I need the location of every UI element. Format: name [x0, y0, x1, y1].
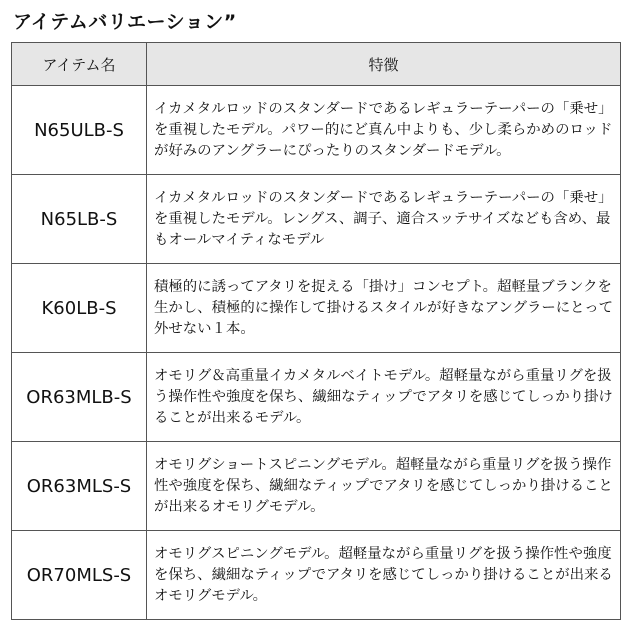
item-name-cell: K60LB-S	[12, 264, 147, 353]
column-header-item-name: アイテム名	[12, 43, 147, 86]
item-feature-cell: オモリグショートスピニングモデル。超軽量ながら重量リグを扱う操作性や強度を保ち、繊細なティップでアタリを感じてしっかり掛けることが出来るオモリグモデル。	[147, 442, 621, 531]
item-name-cell: OR63MLS-S	[12, 442, 147, 531]
table-row	[12, 264, 621, 353]
page-title: アイテムバリエーション”	[13, 11, 237, 33]
table-row	[12, 442, 621, 531]
table-row	[12, 531, 621, 620]
item-name-cell: N65ULB-S	[12, 86, 147, 175]
table-row	[12, 175, 621, 264]
item-feature-cell: イカメタルロッドのスタンダードであるレギュラーテーパーの「乗せ」を重視したモデル。パワー的にど真ん中よりも、少し柔らかめのロッドが好みのアングラーにぴったりのスタンダードモデル。	[147, 86, 621, 175]
item-feature-cell: オモリグスピニングモデル。超軽量ながら重量リグを扱う操作性や強度を保ち、繊細なティップでアタリを感じてしっかり掛けることが出来るオモリグモデル。	[147, 531, 621, 620]
item-feature-cell: イカメタルロッドのスタンダードであるレギュラーテーパーの「乗せ」を重視したモデル。レングス、調子、適合スッテサイズなども含め、最もオールマイティなモデル	[147, 175, 621, 264]
table-row	[12, 353, 621, 442]
item-name-cell: OR63MLB-S	[12, 353, 147, 442]
item-feature-cell: 積極的に誘ってアタリを捉える「掛け」コンセプト。超軽量ブランクを生かし、積極的に操作して掛けるスタイルが好きなアングラーにとって外せない１本。	[147, 264, 621, 353]
item-variation-table	[11, 42, 621, 620]
table-row	[12, 86, 621, 175]
item-name-cell: N65LB-S	[12, 175, 147, 264]
item-feature-cell: オモリグ＆高重量イカメタルベイトモデル。超軽量ながら重量リグを扱う操作性や強度を保ち、繊細なティップでアタリを感じてしっかり掛けることが出来るモデル。	[147, 353, 621, 442]
table-header-row	[12, 43, 621, 86]
column-header-feature: 特徴	[147, 43, 621, 86]
item-name-cell: OR70MLS-S	[12, 531, 147, 620]
